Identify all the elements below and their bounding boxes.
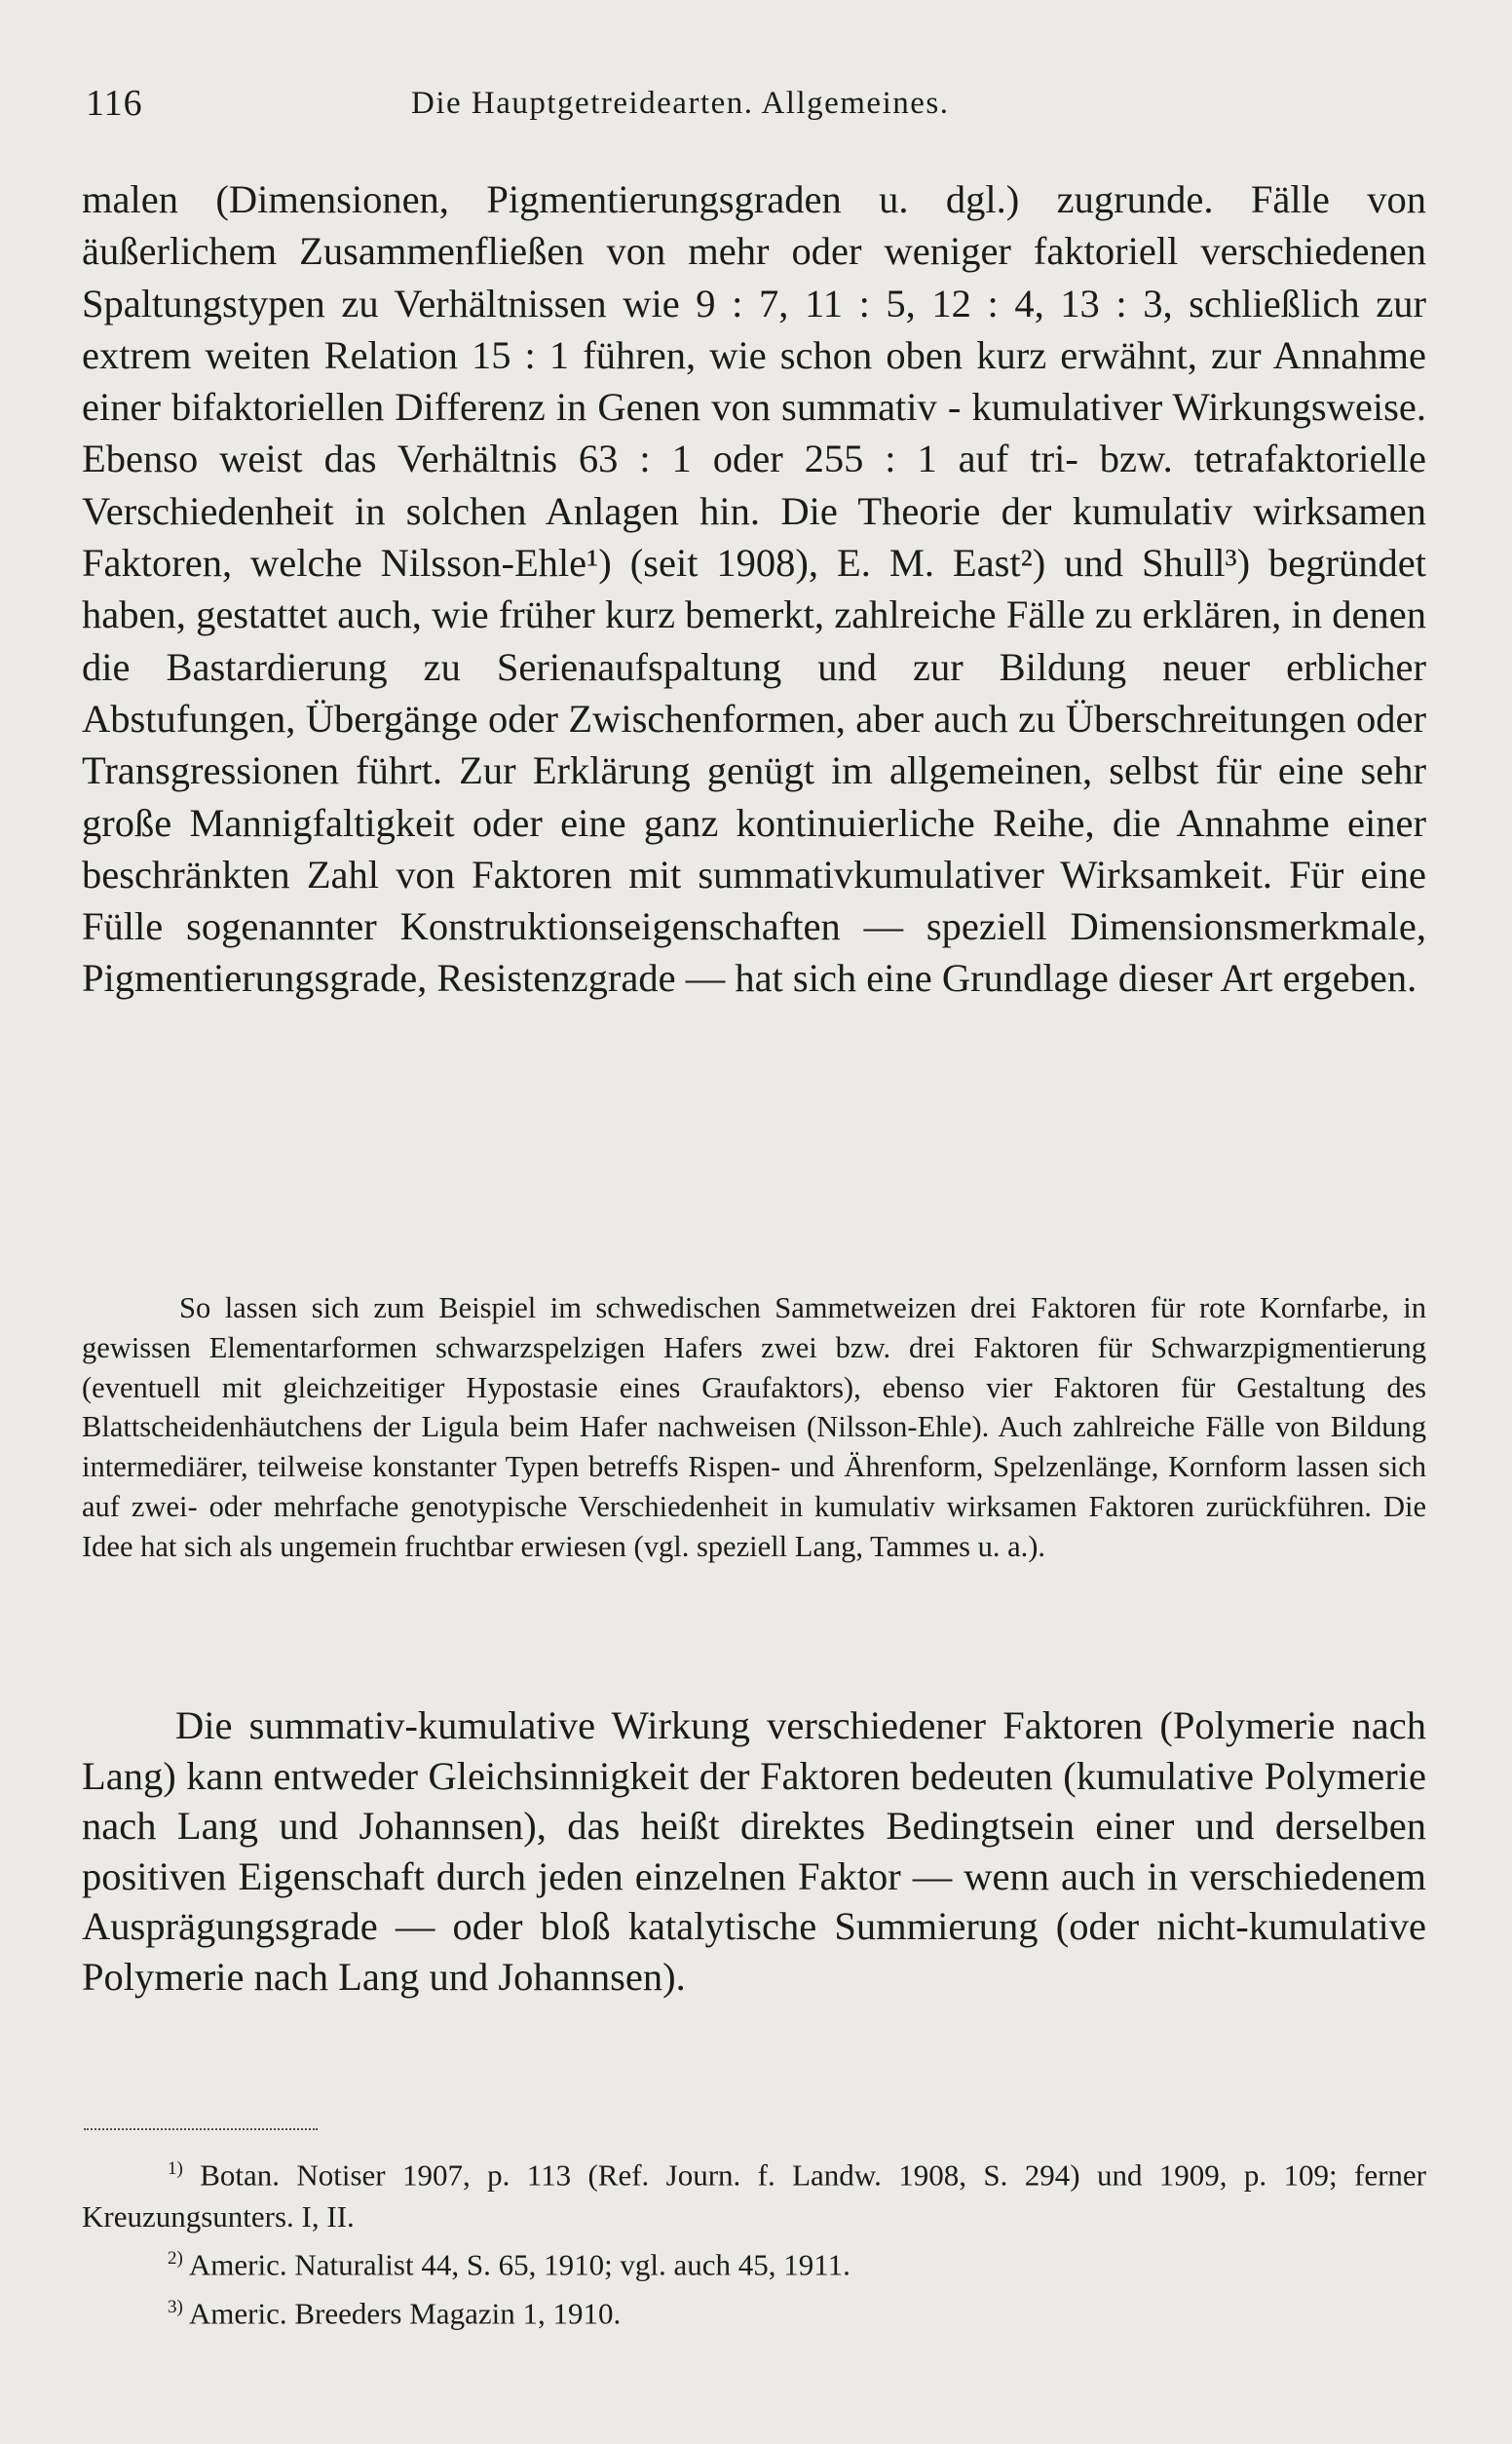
footnote-3-text: Americ. Breeders Magazin 1, 1910. — [188, 2295, 622, 2330]
small-print-block — [82, 1288, 1426, 1567]
main-text-block — [82, 173, 1426, 1005]
footnote-1-text: Botan. Notiser 1907, p. 113 (Ref. Journ. f. Landw. 1908, S. 294) und 1909, p. 109; ferner Kreuzungsunters. I, II. — [82, 2158, 1427, 2234]
footnote-2-mark: 2) — [168, 2248, 183, 2270]
main-paragraph: malen (Dimensionen, Pigmentierungsgraden u. dgl.) zugrunde. Fälle von äußerlichem Zusammenfließen von mehr oder weniger faktoriell verschiedenen Spaltungstypen zu Verhältnissen wie 9 : 7, 11 : 5, 12 : 4, 13 : 3, schließlich zur extrem weiten Relation 15 : 1 führen, wie schon oben kurz erwähnt, zur Annahme einer bifaktoriellen Differenz in Genen von summativ - kumulativer Wirkungsweise. Ebenso weist das Verhältnis 63 : 1 oder 255 : 1 auf tri- bzw. tetrafaktorielle Verschiedenheit in solchen Anlagen hin. Die Theorie der kumulativ wirksamen Faktoren, welche Nilsson-Ehle¹) (seit 1908), E. M. East²) und Shull³) begründet haben, gestattet auch, wie früher kurz bemerkt, zahlreiche Fälle zu erklären, in denen die Bastardierung zu Serienaufspaltung und zur Bildung neuer erblicher Abstufungen, Übergänge oder Zwischenformen, aber auch zu Überschreitungen oder Transgressionen führt. Zur Erklärung genügt im allgemeinen, selbst für eine sehr große Mannigfaltigkeit oder eine ganz kontinuierliche Reihe, die Annahme einer beschränkten Zahl von Faktoren mit summativkumulativer Wirksamkeit. Für eine Fülle sogenannter Konstruktionseigenschaften — speziell Dimensionsmerkmale, Pigmentierungsgrade, Resistenzgrade — hat sich eine Grundlage dieser Art ergeben. — [82, 177, 1426, 1001]
footnote-3 — [82, 2286, 1426, 2334]
running-title: Die Hauptgetreidearten. Allgemeines. — [411, 86, 950, 121]
footnote-3-mark: 3) — [168, 2296, 183, 2317]
footnote-2 — [82, 2237, 1426, 2285]
polymerie-block — [82, 1700, 1426, 2002]
footnote-2-text: Americ. Naturalist 44, S. 65, 1910; vgl. auch 45, 1911. — [188, 2247, 850, 2282]
page-number: 116 — [86, 83, 143, 124]
polymerie-paragraph: Die summativ-kumulative Wirkung verschiedener Faktoren (Polymerie nach Lang) kann entweder Gleichsinnigkeit der Faktoren bedeuten (kumulative Polymerie nach Lang und Johannsen), das heißt direktes Bedingtsein einer und derselben positiven Eigenschaft durch jeden einzelnen Faktor — wenn auch in verschiedenem Ausprägungsgrade — oder bloß katalytische Summierung (oder nicht-kumulative Polymerie nach Lang und Johannsen). — [82, 1703, 1426, 1999]
footnote-1 — [82, 2148, 1426, 2237]
footnote-divider — [84, 2128, 318, 2130]
small-print-paragraph: So lassen sich zum Beispiel im schwedischen Sammetweizen drei Faktoren für rote Kornfarbe, in gewissen Elementarformen schwarzspelzigen Hafers zwei bzw. drei Faktoren für Schwarzpigmentierung (eventuell mit gleichzeitiger Hypostasie eines Graufaktors), ebenso vier Faktoren für Gestaltung des Blattscheidenhäutchens der Ligula beim Hafer nachweisen (Nilsson-Ehle). Auch zahlreiche Fälle von Bildung intermediärer, teilweise konstanter Typen betreffs Rispen- und Ährenform, Spelzenlänge, Kornform lassen sich auf zwei- oder mehrfache genotypische Verschiedenheit in kumulativ wirksamen Faktoren zurückführen. Die Idee hat sich als ungemein fruchtbar erwiesen (vgl. speziell Lang, Tammes u. a.). — [82, 1291, 1426, 1563]
page-header — [86, 82, 1450, 140]
footnote-1-mark: 1) — [168, 2158, 183, 2179]
footnotes — [82, 2148, 1426, 2334]
